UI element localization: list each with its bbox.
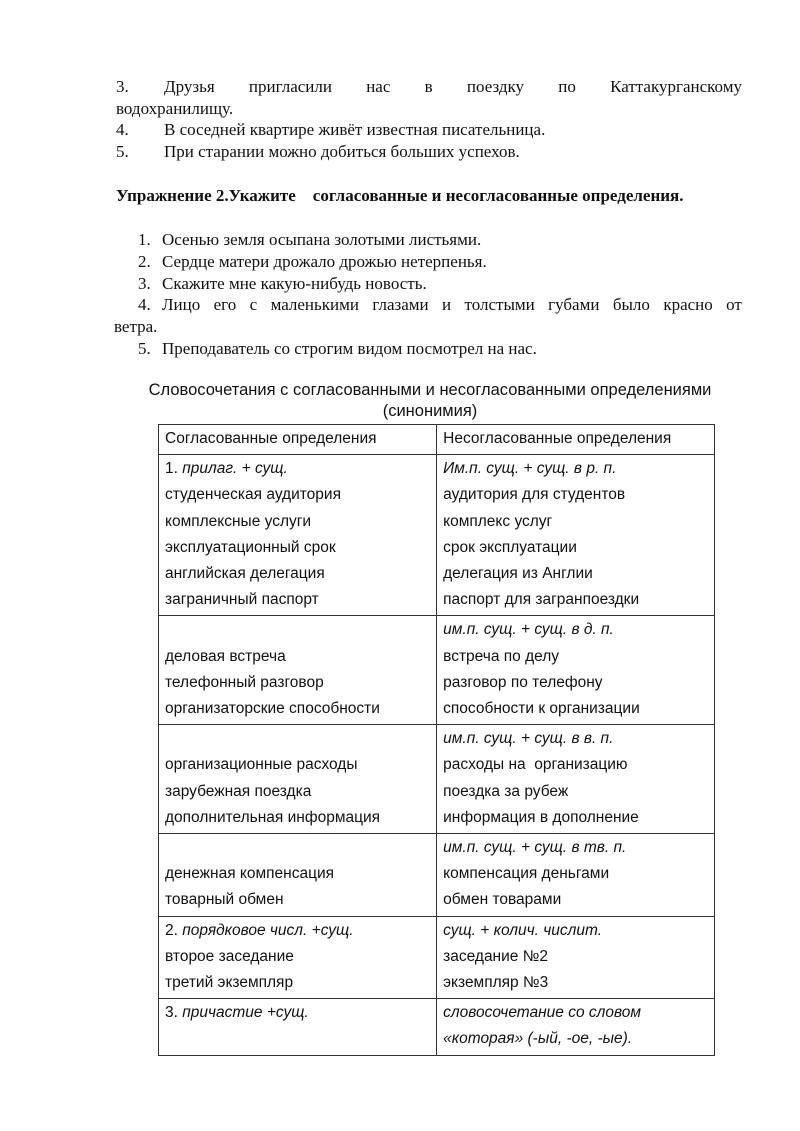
exercise-title: Упражнение 2.Укажите согласованные и несогласованные определения. [116,186,684,205]
table-row [159,916,715,999]
table-row [159,834,715,917]
list-item [116,76,742,98]
table-cell: Им.п. сущ. + сущ. в р. п. аудитория для студентов комплекс услуг срок эксплуатации делегация из Англии паспорт для загранпоездки [437,455,715,616]
item-number: 5. [116,141,129,161]
group-heading: Им.п. сущ. + сущ. в р. п. [443,460,617,478]
table-cell: денежная компенсация товарный обмен [159,834,437,917]
table-caption: Словосочетания с согласованными и несогласованными определениями (синонимия) [148,381,712,420]
table-cell: 2. порядковое числ. +сущ. второе заседание третий экземпляр [159,916,437,999]
group-heading: 2. порядковое числ. +сущ. [165,921,354,939]
table-row [159,999,715,1055]
exercise-list [114,229,742,360]
table-cell: деловая встреча телефонный разговор организаторские способности [159,616,437,725]
table-cell: сущ. + колич. числит. заседание №2 экземпляр №3 [437,916,715,999]
column-header: Несогласованные определения [437,425,715,455]
list-item: 5. Преподаватель со строгим видом посмотрел на нас. [138,338,537,358]
list-item: 2. Сердце матери дрожало дрожью нетерпенья. [138,251,487,271]
table-cell: им.п. сущ. + сущ. в тв. п. компенсация деньгами обмен товарами [437,834,715,917]
group-heading: им.п. сущ. + сущ. в д. п. [443,621,614,639]
group-heading: 1. прилаг. + сущ. [165,460,288,478]
table-row [159,725,715,834]
table-header-row [159,425,715,455]
list-item: 4. Лицо его с маленькими глазами и толстыми губами было красно от [138,295,742,315]
sentence-list [116,76,742,162]
table-cell [159,999,437,1055]
table-cell: им.п. сущ. + сущ. в в. п. расходы на организацию поездка за рубеж информация в дополнение [437,725,715,834]
list-item [116,119,742,141]
item-text: При старании можно добиться больших успехов. [164,141,520,161]
table-row [159,616,715,725]
list-item [116,141,742,163]
continuation-line: водохранилищу. [116,98,234,118]
column-header: Согласованные определения [159,425,437,455]
table-cell: 1. прилаг. + сущ. студенческая аудитория комплексные услуги эксплуатационный срок английская делегация заграничный паспорт [159,455,437,616]
list-item: 1. Осенью земля осыпана золотыми листьями. [138,230,482,249]
justified-line: Друзья пригласили нас в поездку по Каттакурганскому [164,77,742,96]
synonymy-table [158,424,715,1056]
group-heading: сущ. + колич. числит. [443,921,603,939]
continuation-line: ветра. [114,317,158,337]
item-text: В соседней квартире живёт известная писательница. [164,120,546,139]
item-number: 4. [116,120,129,139]
group-heading: им.п. сущ. + сущ. в в. п. [443,730,614,748]
group-heading: 3. причастие +сущ. [165,1004,309,1022]
group-heading: им.п. сущ. + сущ. в тв. п. [443,839,627,857]
table-cell: словосочетание со словом «которая» (-ый, -ое, -ые). [437,999,715,1055]
table-cell: организационные расходы зарубежная поездка дополнительная информация [159,725,437,834]
list-item: 3. Скажите мне какую-нибудь новость. [138,273,427,293]
table-cell: им.п. сущ. + сущ. в д. п. встреча по делу разговор по телефону способности к организации [437,616,715,725]
item-number: 3. [116,77,129,96]
justified-line: Лицо его с маленькими глазами и толстыми губами было красно от [162,295,742,315]
table-row [159,455,715,616]
